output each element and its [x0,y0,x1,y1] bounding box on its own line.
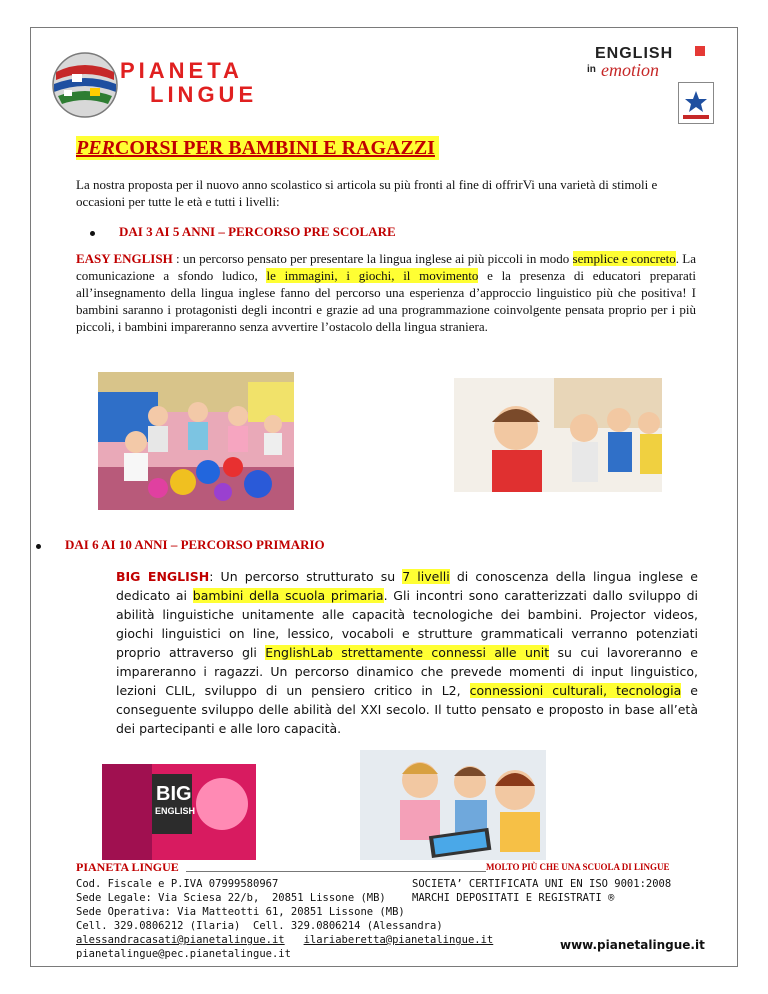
svg-text:emotion: emotion [601,60,659,80]
footer-line: Cod. Fiscale e P.IVA 07999580967 [76,878,279,890]
svg-text:ENGLISH: ENGLISH [595,45,674,62]
text-span: . Gli incontri sono caratterizzati dallo sviluppo di abilità linguistiche unitamente alle capacità tecnologiche dei bambini. Projector videos, giochi linguistici on line, lessico, vocaboli e strutture grammaticali verranno potenziati proprio attraverso gli [116,588,699,660]
footer-line: Cell. 329.0806212 (Ilaria) Cell. 329.0806214 (Alessandra) [76,920,443,932]
footer-certification [412,877,671,905]
highlight: le immagini, i giochi, il movimento [266,268,479,283]
section1-heading [90,224,396,240]
footer-divider [186,871,486,872]
cert-line2: MARCHI DEPOSITATI E REGISTRATI ® [412,892,615,904]
highlight: bambini della scuola primaria [192,588,384,603]
title-italic-part: PER [76,137,115,159]
bullet-icon [36,544,41,549]
section1-paragraph [76,250,696,335]
highlight: semplice e concreto [572,251,676,266]
footer-line: Sede Legale: Via Sciesa 22/b, 20851 Lissone (MB) [76,892,386,904]
footer-brand: PIANETA LINGUE [76,860,179,874]
text-span: : un percorso pensato per presentare la lingua inglese ai più piccoli in modo [172,251,573,266]
text-span: e conseguente sviluppo delle abilità del XXI secolo. Il tutto pensato e proposto in base all’età dei partecipanti e alle loro capacità. [116,683,699,736]
footer-emails-row [76,933,493,947]
footer-line: Sede Operativa: Via Matteotti 61, 20851 Lissone (MB) [76,906,405,918]
section2-paragraph [116,567,698,738]
book-label-english: ENGLISH [155,806,196,816]
kids-tablet-photo [360,750,546,860]
text-span: e la presenza di educatori preparati all’insegnamento della lingua inglese fanno del percorso una esperienza d’approccio linguistico più che positiva! I bambini saranno i protagonisti degli incontri e grazie ad una programmazione coinvolgente pensata proprio per i più piccoli, i bambini impareranno senza avvertire l’ostacolo della lingua straniera. [76,268,696,334]
text-span: : Un percorso strutturato su [209,569,403,584]
easy-english-label: EASY ENGLISH [76,251,173,266]
svg-text:in: in [587,64,596,75]
intro-paragraph: La nostra proposta per il nuovo anno scolastico si articola su più fronti al fine di offrirVi una varietà di stimoli e occasioni per tutte le età e tutti i livelli: [76,177,658,209]
big-english-book-photo [102,764,256,860]
brand-name-line1: PIANETA [120,58,243,83]
book-label-big: BIG [156,783,192,805]
iso-certification-badge [678,82,714,124]
text-span: su cui lavoreranno e impareranno i ragazzi. Un percorso dinamico che prevede momenti di input linguistico, lezioni CLIL, sviluppo di un pensiero critico in L2, [116,645,698,698]
footer-tagline: MOLTO PIÙ CHE UNA SCUOLA DI LINGUE [486,862,670,872]
footer-pec-row [76,947,493,961]
children-balloons-photo [98,372,294,510]
section2-heading-text: DAI 6 AI 10 ANNI – PERCORSO PRIMARIO [65,537,325,552]
bullet-icon [90,231,95,236]
highlight: 7 livelli [402,569,450,584]
smiling-child-photo [454,378,662,492]
title-rest: CORSI PER BAMBINI E RAGAZZI [114,137,435,159]
highlight: EnglishLab strettamente connessi alle unit [265,645,550,660]
email-ilaria-link[interactable]: ilariaberetta@pianetalingue.it [303,934,494,946]
text-span: . La comunicazione a sfondo ludico, [76,251,696,283]
english-in-emotion-logo-icon [585,42,710,82]
section1-heading-text: DAI 3 AI 5 ANNI – PERCORSO PRE SCOLARE [119,224,396,239]
globe-flags-logo-icon [50,50,120,120]
big-english-label: BIG ENGLISH [116,569,210,584]
highlight: connessioni culturali, tecnologia [469,683,682,698]
star-icon [679,83,713,123]
email-pec-text[interactable]: pianetalingue@pec.pianetalingue.it [76,948,291,960]
page-title [76,136,439,160]
website-link[interactable]: www.pianetalingue.it [560,938,705,952]
brand-name-line2: LINGUE [150,82,258,107]
email-alessandra-link[interactable]: alessandracasati@pianetalingue.it [76,934,285,946]
cert-line1: SOCIETA’ CERTIFICATA UNI EN ISO 9001:2008 [412,878,672,890]
section2-heading [36,537,325,553]
text-span: di conoscenza della lingua inglese e dedicato ai [116,569,698,603]
